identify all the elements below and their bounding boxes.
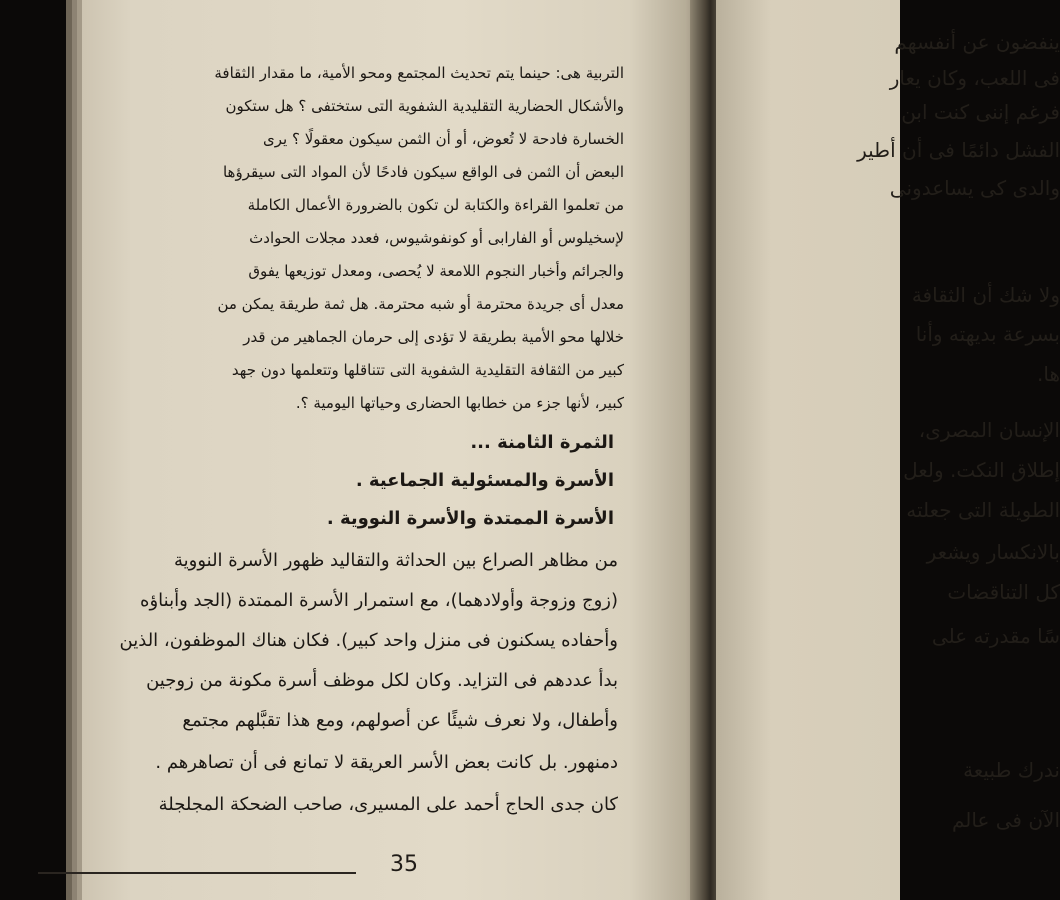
footer-rule [38, 872, 356, 874]
right-page-text-line: ولا شك أن الثقافة [911, 283, 1060, 307]
body-text-line: من مظاهر الصراع بين الحداثة والتقاليد ظهور الأسرة النووية [173, 550, 618, 571]
body-text-line: والأشكال الحضارية التقليدية الشفوية التى ستختفى ؟ هل ستكون [225, 97, 624, 115]
body-text-line: وأحفاده يسكنون فى منزل واحد كبير). فكان هناك الموظفون، الذين [119, 630, 618, 651]
body-text-line: خلالها محو الأمية بطريقة لا تؤدى إلى حرمان الجماهير من قدر [243, 328, 624, 346]
body-text-line: بدأ عددهم فى التزايد. وكان لكل موظف أسرة مكونة من زوجين [146, 670, 618, 691]
right-page-text-line: والدى كى يساعدونى [889, 176, 1060, 200]
right-page-text-line: ينفضون عن أنفسهم [894, 30, 1060, 54]
body-text-line: البعض أن الثمن فى الواقع سيكون فادحًا لأن المواد التى سيقرؤها [222, 163, 624, 181]
body-text-line: من تعلموا القراءة والكتابة لن تكون بالضرورة الأعمال الكاملة [247, 196, 624, 214]
right-page-text-line: سًا مقدرته على [931, 624, 1060, 648]
page-number: 35 [390, 852, 418, 877]
right-page-text-line: ندرك طبيعة [963, 758, 1060, 782]
body-text-line: التربية هى: حينما يتم تحديث المجتمع ومحو الأمية، ما مقدار الثقافة [214, 64, 624, 82]
body-text-line: دمنهور. بل كانت بعض الأسر العريقة لا تمانع فى أن تصاهرهم . [155, 752, 618, 773]
right-page-text-line: إطلاق النكت. ولعل [903, 458, 1060, 482]
body-text-line: (زوج وزوجة وأولادهما)، مع استمرار الأسرة الممتدة (الجد وأبناؤه [140, 590, 618, 611]
right-page-text-line: الطويلة التى جعلته [906, 498, 1060, 522]
right-page-text-line: الآن فى عالم [951, 808, 1060, 832]
body-text-line: لإسخيلوس أو الفارابى أو كونفوشيوس، فعدد مجلات الحوادث [249, 229, 624, 247]
left-page [82, 0, 704, 900]
section-heading: الثمرة الثامنة ... [470, 432, 614, 453]
body-text-line: الخسارة فادحة لا تُعوض، أو أن الثمن سيكون معقولًا ؟ يرى [263, 130, 624, 148]
right-page-text-line: كل التناقضات [947, 580, 1060, 604]
body-text-line: كبير، لأنها جزء من خطابها الحضارى وحياتها اليومية ؟. [295, 394, 624, 412]
right-page-text-line: الإنسان المصرى، [918, 418, 1060, 442]
right-page-text-line: الفشل دائمًا فى أن أطير [857, 138, 1060, 162]
body-text-line: والجرائم وأخبار النجوم اللامعة لا يُحصى، ومعدل توزيعها يفوق [248, 262, 624, 280]
right-page [716, 0, 1060, 900]
section-heading: الأسرة والمسئولية الجماعية . [355, 470, 614, 491]
body-text-line: كبير من الثقافة التقليدية الشفوية التى تتناقلها وتتعلمها دون جهد [231, 361, 624, 379]
right-page-text-line: بالانكسار ويشعر [926, 540, 1060, 564]
right-page-text-line: فرغم إننى كنت ابن [901, 100, 1060, 124]
section-heading: الأسرة الممتدة والأسرة النووية . [326, 508, 614, 529]
right-page-text-line: ها. [1037, 362, 1060, 386]
right-page-text-line: فى اللعب، وكان يعار [889, 66, 1060, 90]
body-text-line: كان جدى الحاج أحمد على المسيرى، صاحب الضحكة المجلجلة [158, 794, 618, 815]
right-page-text-line: بسرعة بديهته وأنا [915, 322, 1060, 346]
body-text-line: معدل أى جريدة محترمة أو شبه محترمة. هل ثمة طريقة يمكن من [217, 295, 624, 313]
body-text-line: وأطفال، ولا نعرف شيئًا عن أصولهم، ومع هذا تقبَّلهم مجتمع [182, 710, 618, 731]
